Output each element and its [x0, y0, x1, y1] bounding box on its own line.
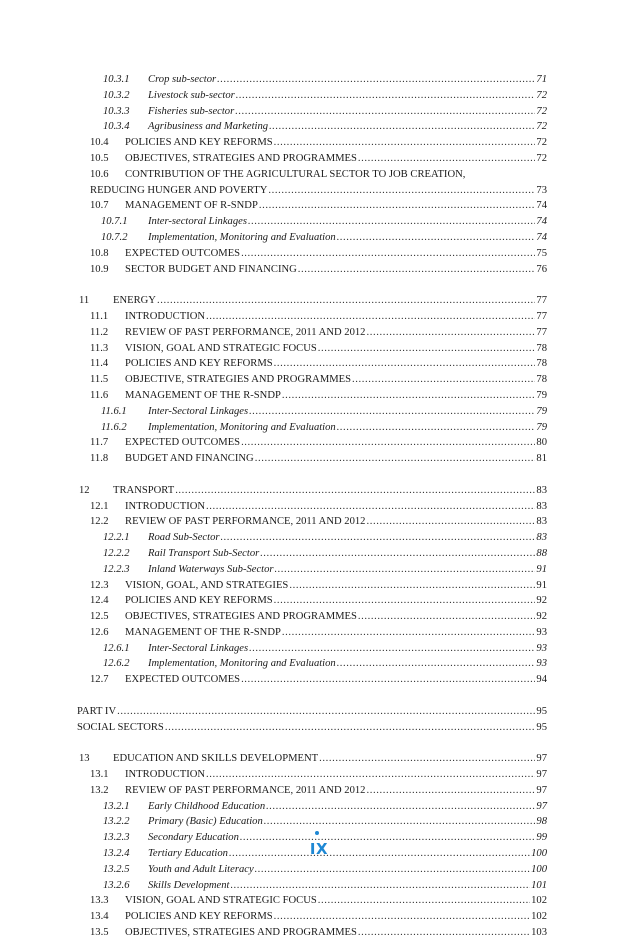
- toc-number: 10.7.1: [101, 216, 128, 228]
- dot-leader: [366, 783, 535, 799]
- dot-leader: [217, 72, 535, 88]
- toc-title: Secondary Education: [148, 832, 239, 844]
- toc-page-number: 77: [536, 326, 547, 338]
- toc-entry[interactable]: [0, 341, 638, 357]
- toc-page-number: 83: [536, 484, 547, 496]
- toc-title: REVIEW OF PAST PERFORMANCE, 2011 AND 2012: [125, 326, 366, 338]
- dot-leader: [366, 514, 535, 530]
- toc-title: Livestock sub-sector: [148, 89, 235, 101]
- toc-entry[interactable]: [0, 578, 638, 594]
- toc-entry[interactable]: [0, 609, 638, 625]
- toc-entry[interactable]: [0, 767, 638, 783]
- toc-page-number: 92: [536, 595, 547, 607]
- toc-page-number: 95: [536, 721, 547, 733]
- toc-entry[interactable]: [0, 262, 638, 278]
- toc-title: Inland Waterways Sub-Sector: [148, 563, 274, 575]
- dot-leader: [274, 909, 530, 925]
- dot-leader: [221, 530, 536, 546]
- toc-entry[interactable]: [0, 893, 638, 909]
- toc-page-number: 93: [536, 658, 547, 670]
- toc-entry[interactable]: [0, 372, 638, 388]
- toc-page-number: 79: [536, 389, 547, 401]
- toc-page-number: 92: [536, 611, 547, 623]
- toc-page-number: 78: [536, 374, 547, 386]
- toc-entry[interactable]: [0, 593, 638, 609]
- toc-entry[interactable]: [0, 862, 638, 878]
- dot-leader: [206, 499, 535, 515]
- toc-title: INTRODUCTION: [125, 500, 206, 512]
- toc-number: 10.7: [90, 200, 109, 212]
- dot-leader: [259, 198, 536, 214]
- toc-number: 12.5: [90, 611, 109, 623]
- dot-leader: [117, 704, 535, 720]
- toc-title: Crop sub-sector: [148, 74, 217, 85]
- toc-number: 11.2: [90, 326, 109, 338]
- toc-number: 11.5: [90, 374, 109, 386]
- toc-entry[interactable]: [0, 88, 638, 104]
- toc-entry[interactable]: [0, 751, 638, 767]
- dot-leader: [260, 546, 535, 562]
- toc-number: 12.6.1: [103, 642, 130, 654]
- dot-leader: [352, 372, 535, 388]
- toc-number: 11.6: [90, 389, 109, 401]
- toc-title: SECTOR BUDGET AND FINANCING: [125, 263, 297, 275]
- toc-number: 10.6: [90, 168, 109, 180]
- toc-number: 11.7: [90, 437, 109, 449]
- page-footer: [0, 840, 638, 858]
- toc-title: Tertiary Education: [148, 848, 228, 860]
- toc-page-number: 71: [536, 74, 547, 85]
- toc-page-number: 97: [536, 800, 547, 812]
- toc-page-number: 101: [531, 879, 547, 891]
- toc-number: 12.4: [90, 595, 109, 607]
- page-number: IX: [309, 840, 329, 858]
- toc-number: 12.2: [90, 516, 109, 528]
- dot-leader: [269, 119, 535, 135]
- toc-page-number: 83: [536, 532, 547, 544]
- toc-page-number: 73: [536, 184, 547, 196]
- toc-title: POLICIES AND KEY REFORMS: [125, 358, 273, 370]
- toc-page-number: 98: [536, 816, 547, 828]
- toc-title: INTRODUCTION: [125, 310, 206, 322]
- toc-title: EXPECTED OUTCOMES: [125, 437, 241, 449]
- toc-title: PART IV: [77, 705, 117, 717]
- toc-entry[interactable]: [0, 641, 638, 657]
- toc-title: POLICIES AND KEY REFORMS: [125, 911, 273, 923]
- toc-page-number: 72: [536, 137, 547, 149]
- toc-title: REVIEW OF PAST PERFORMANCE, 2011 AND 2012: [125, 516, 366, 528]
- toc-title: Implementation, Monitoring and Evaluation: [148, 658, 336, 670]
- dot-leader: [282, 625, 536, 641]
- dot-leader: [235, 104, 535, 120]
- dot-leader: [337, 230, 536, 246]
- toc-entry[interactable]: [0, 309, 638, 325]
- dot-leader: [318, 341, 536, 357]
- toc-entry[interactable]: [0, 878, 638, 894]
- dot-leader: [268, 183, 535, 199]
- toc-title: MANAGEMENT OF THE R-SNDP: [125, 389, 281, 401]
- toc-page-number: 91: [536, 579, 547, 591]
- toc-title: EXPECTED OUTCOMES: [125, 247, 241, 259]
- toc-number: 11: [79, 295, 90, 307]
- toc-page-number: 77: [536, 310, 547, 322]
- toc-page-number: 102: [531, 911, 547, 923]
- toc-title: VISION, GOAL, AND STRATEGIES: [125, 579, 289, 591]
- dot-leader: [231, 878, 531, 894]
- toc-page-number: 78: [536, 358, 547, 370]
- toc-title: Inter-Sectoral Linkages: [148, 405, 249, 417]
- toc-entry[interactable]: [0, 909, 638, 925]
- toc-entry[interactable]: [0, 814, 638, 830]
- toc-title: Implementation, Monitoring and Evaluation: [148, 421, 336, 433]
- toc-title: OBJECTIVES, STRATEGIES AND PROGRAMMES: [125, 611, 357, 623]
- dot-leader: [241, 672, 535, 688]
- toc-entry-continuation[interactable]: [0, 183, 638, 199]
- toc-title: Fisheries sub-sector: [148, 105, 235, 117]
- dot-leader: [255, 451, 536, 467]
- dot-leader: [241, 435, 535, 451]
- dot-leader: [289, 578, 535, 594]
- toc-page-number: 72: [536, 121, 547, 133]
- dot-leader: [274, 356, 536, 372]
- toc-number: 12.2.2: [103, 547, 130, 559]
- dot-leader: [274, 135, 536, 151]
- toc-number: 13: [79, 753, 90, 765]
- toc-entry[interactable]: [0, 435, 638, 451]
- toc-number: 10.3.3: [103, 105, 130, 117]
- toc-page-number: 103: [531, 927, 547, 939]
- toc-number: 12.2.3: [103, 563, 130, 575]
- dot-leader: [241, 246, 535, 262]
- dot-leader: [255, 862, 530, 878]
- toc-entry[interactable]: [0, 420, 638, 436]
- toc-entry[interactable]: [0, 246, 638, 262]
- toc-page-number: 97: [536, 769, 547, 781]
- toc-entry[interactable]: [0, 119, 638, 135]
- toc-title: Rail Transport Sub-Sector: [148, 547, 260, 559]
- toc-number: 13.2.5: [103, 863, 130, 875]
- toc-number: 12.6: [90, 626, 109, 638]
- toc-title: EDUCATION AND SKILLS DEVELOPMENT: [113, 753, 319, 765]
- toc-number: 11.6.1: [101, 405, 127, 417]
- dot-leader: [264, 814, 536, 830]
- toc-title: TRANSPORT: [113, 484, 175, 496]
- dot-leader: [249, 404, 535, 420]
- toc-page-number: 79: [536, 421, 547, 433]
- toc-title: Inter-Sectoral Linkages: [148, 642, 249, 654]
- toc-page-number: 72: [536, 105, 547, 117]
- toc-entry[interactable]: [0, 925, 638, 941]
- toc-entry[interactable]: [0, 214, 638, 230]
- toc-page-number: 94: [536, 674, 547, 686]
- toc-number: 11.1: [90, 310, 109, 322]
- toc-entry[interactable]: [0, 293, 638, 309]
- dot-leader: [337, 420, 536, 436]
- toc-number: 12.7: [90, 674, 109, 686]
- toc-title: MANAGEMENT OF THE R-SNDP: [125, 626, 281, 638]
- dot-leader: [366, 325, 535, 341]
- toc-number: 11.3: [90, 342, 109, 354]
- dot-leader: [266, 799, 535, 815]
- toc-entry[interactable]: [0, 356, 638, 372]
- toc-page-number: 74: [536, 216, 547, 228]
- toc-number: 12: [79, 484, 90, 496]
- toc-page-number: 102: [531, 895, 547, 907]
- dot-leader: [157, 293, 535, 309]
- toc-number: 12.6.2: [103, 658, 130, 670]
- toc-page-number: 77: [536, 295, 547, 307]
- toc-page-number: 93: [536, 642, 547, 654]
- toc-number: 13.3: [90, 895, 109, 907]
- dot-leader: [206, 309, 535, 325]
- toc-number: 13.2.6: [103, 879, 130, 891]
- toc-page-number: 76: [536, 263, 547, 275]
- toc-title: REVIEW OF PAST PERFORMANCE, 2011 AND 2012: [125, 784, 366, 796]
- toc-number: 13.2: [90, 784, 109, 796]
- toc-title: EXPECTED OUTCOMES: [125, 674, 241, 686]
- toc-number: 10.4: [90, 137, 109, 149]
- toc-number: 10.8: [90, 247, 109, 259]
- dot-leader: [249, 641, 535, 657]
- toc-entry[interactable]: [0, 230, 638, 246]
- toc-entry[interactable]: [0, 404, 638, 420]
- toc-title: Skills Development: [148, 879, 230, 891]
- toc-number: 12.1: [90, 500, 109, 512]
- toc-entry[interactable]: [0, 388, 638, 404]
- dot-leader: [274, 593, 536, 609]
- toc-title: VISION, GOAL AND STRATEGIC FOCUS: [125, 895, 317, 907]
- toc-page-number: 80: [536, 437, 547, 449]
- toc-number: 10.3.1: [103, 74, 130, 85]
- toc-entry[interactable]: [0, 720, 638, 736]
- toc-page-number: 95: [536, 705, 547, 717]
- toc-number: 13.4: [90, 911, 109, 923]
- toc-title: OBJECTIVES, STRATEGIES AND PROGRAMMES: [125, 927, 357, 939]
- toc-entry[interactable]: [0, 151, 638, 167]
- toc-title: OBJECTIVE, STRATEGIES AND PROGRAMMES: [125, 374, 352, 386]
- dot-leader: [318, 893, 530, 909]
- dot-leader: [236, 88, 536, 104]
- toc-page-number: 91: [536, 563, 547, 575]
- toc-page-number: 83: [536, 516, 547, 528]
- toc-number: 13.2.2: [103, 816, 130, 828]
- dot-leader: [275, 562, 536, 578]
- toc-page-number: 75: [536, 247, 547, 259]
- toc-page-number: 72: [536, 89, 547, 101]
- toc-entry[interactable]: [0, 135, 638, 151]
- toc-entry[interactable]: [0, 451, 638, 467]
- dot-leader: [248, 214, 535, 230]
- toc-number: 13.2.3: [103, 832, 130, 844]
- toc-page-number: 99: [536, 832, 547, 844]
- dot-leader: [282, 388, 536, 404]
- toc-entry[interactable]: [0, 783, 638, 799]
- toc-title: POLICIES AND KEY REFORMS: [125, 595, 273, 607]
- toc-number: 13.5: [90, 927, 109, 939]
- section-gap: [0, 467, 638, 483]
- toc-entry[interactable]: [0, 198, 638, 214]
- toc-entry[interactable]: [0, 562, 638, 578]
- toc-number: 11.6.2: [101, 421, 127, 433]
- toc-entry[interactable]: [0, 72, 638, 88]
- dot-leader: [358, 151, 535, 167]
- toc-title: Implementation, Monitoring and Evaluation: [148, 231, 336, 243]
- toc-title: POLICIES AND KEY REFORMS: [125, 137, 273, 149]
- toc-entry[interactable]: [0, 325, 638, 341]
- section-gap: [0, 688, 638, 704]
- toc-title: OBJECTIVES, STRATEGIES AND PROGRAMMES: [125, 152, 357, 164]
- toc-entry[interactable]: [0, 704, 638, 720]
- toc-entry[interactable]: [0, 514, 638, 530]
- toc-title: Primary (Basic) Education: [148, 816, 263, 828]
- dot-leader: [298, 262, 536, 278]
- toc-page-number: 72: [536, 152, 547, 164]
- toc-page-number: 100: [531, 848, 547, 860]
- section-gap: [0, 735, 638, 751]
- toc-entry[interactable]: [0, 167, 638, 183]
- toc-title: VISION, GOAL AND STRATEGIC FOCUS: [125, 342, 317, 354]
- toc-page-number: 97: [536, 753, 547, 765]
- toc-number: 10.9: [90, 263, 109, 275]
- toc-entry[interactable]: [0, 104, 638, 120]
- dot-leader: [358, 925, 530, 941]
- dot-leader: [319, 751, 535, 767]
- dot-leader: [206, 767, 535, 783]
- toc-title: Early Childhood Education: [148, 800, 266, 812]
- toc-title: SOCIAL SECTORS: [77, 721, 164, 733]
- footer-dot-icon: [315, 831, 319, 835]
- dot-leader: [175, 483, 535, 499]
- toc-number: 13.1: [90, 769, 109, 781]
- toc-title: BUDGET AND FINANCING: [125, 453, 254, 465]
- toc-page-number: 74: [536, 231, 547, 243]
- toc-title: Agribusiness and Marketing: [148, 121, 269, 133]
- toc-entry[interactable]: [0, 546, 638, 562]
- toc-number: 10.3.4: [103, 121, 130, 133]
- toc-page-number: 100: [531, 863, 547, 875]
- toc-title: INTRODUCTION: [125, 769, 206, 781]
- toc-page-number: 97: [536, 784, 547, 796]
- toc-number: 10.5: [90, 152, 109, 164]
- toc-title: REDUCING HUNGER AND POVERTY: [90, 184, 268, 196]
- toc-entry[interactable]: [0, 483, 638, 499]
- toc-entry[interactable]: [0, 499, 638, 515]
- toc-page-number: 83: [536, 500, 547, 512]
- toc-number: 12.2.1: [103, 532, 130, 544]
- toc-title: CONTRIBUTION OF THE AGRICULTURAL SECTOR TO JOB CREATION,: [125, 168, 466, 180]
- toc-entry[interactable]: [0, 656, 638, 672]
- toc-number: 12.3: [90, 579, 109, 591]
- toc-entry[interactable]: [0, 799, 638, 815]
- toc-title: MANAGEMENT OF R-SNDP: [125, 200, 258, 212]
- toc-page-number: 88: [536, 547, 547, 559]
- toc-page-number: 81: [536, 453, 547, 465]
- dot-leader: [337, 656, 536, 672]
- toc-page-number: 79: [536, 405, 547, 417]
- table-of-contents: [0, 72, 638, 941]
- toc-number: 11.4: [90, 358, 109, 370]
- toc-number: 13.2.4: [103, 848, 130, 860]
- toc-entry[interactable]: [0, 625, 638, 641]
- toc-page-number: 74: [536, 200, 547, 212]
- section-gap: [0, 277, 638, 293]
- toc-number: 13.2.1: [103, 800, 130, 812]
- toc-title: Youth and Adult Literacy: [148, 863, 254, 875]
- toc-entry[interactable]: [0, 530, 638, 546]
- toc-title: ENERGY: [113, 295, 156, 307]
- dot-leader: [165, 720, 536, 736]
- toc-title: Road Sub-Sector: [148, 532, 220, 544]
- toc-number: 10.7.2: [101, 231, 128, 243]
- toc-number: 11.8: [90, 453, 109, 465]
- toc-page-number: 78: [536, 342, 547, 354]
- toc-page-number: 93: [536, 626, 547, 638]
- toc-title: Inter-sectoral Linkages: [148, 216, 247, 228]
- toc-entry[interactable]: [0, 672, 638, 688]
- dot-leader: [358, 609, 535, 625]
- toc-number: 10.3.2: [103, 89, 130, 101]
